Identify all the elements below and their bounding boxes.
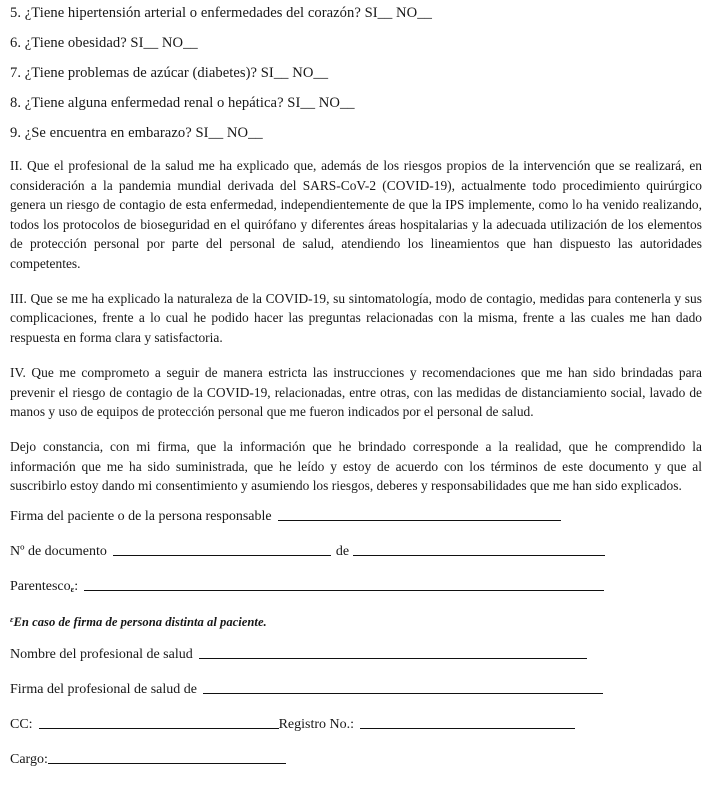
patient-signature-label: Firma del paciente o de la persona responsable — [10, 508, 272, 524]
field-row-patient-signature — [10, 510, 704, 524]
health-questions-section — [0, 0, 714, 141]
question-item-5: 5. ¿Tiene hipertensión arterial o enfermedades del corazón? SI__ NO__ — [10, 5, 432, 21]
closing-statement: Dejo constancia, con mi firma, que la información que he brindado corresponde a la realidad, que he comprendido la información que me ha sido suministrada, que he leído y estoy de acuerdo con los términos de este documento y que al suscribirlo estoy dando mi consentimiento y asumiendo los riesgos, deberes y responsabilidades que me han sido explicados. — [10, 439, 702, 494]
clause-iv: IV. Que me comprometo a seguir de manera estricta las instrucciones y recomendaciones que me han sido brindadas para prevenir el riesgo de contagio de la COVID-19, relacionadas, entre otras, con las medidas de distanciamiento social, lavado de manos y uso de equipos de protección personal que me fueron indicados por el personal de salud. — [10, 365, 702, 419]
professional-signature-label: Firma del profesional de salud de — [10, 681, 198, 697]
field-row-document-number — [10, 545, 704, 559]
professional-name-label: Nombre del profesional de salud — [10, 646, 193, 662]
clause-ii: II. Que el profesional de la salud me ha explicado que, además de los riesgos propios de la intervención que se realizará, en consideración a la pandemia mundial derivada del SARS-CoV-2 (COVID-19), actualmente todo procedimiento quirúrgico genera un riesgo de contagio de esta enfermedad, independientemente de que la IPS implemente, como lo ha venido realizando, todos los protocolos de bioseguridad en el quirófano y diferentes áreas hospitalarias y la adecuada utilización de los elementos de protección personal por parte del personal de salud, atendiendo los lineamientos que han dispuesto las autoridades competentes. — [10, 158, 702, 271]
field-row-professional-name — [10, 648, 704, 662]
registry-input-line[interactable] — [360, 728, 575, 729]
field-row-relationship — [10, 580, 704, 594]
consent-clauses-section — [0, 156, 714, 495]
question-item-6: 6. ¿Tiene obesidad? SI__ NO__ — [10, 35, 198, 52]
professional-signature-input-line[interactable] — [203, 693, 603, 694]
question-item-9: 9. ¿Se encuentra en embarazo? SI__ NO__ — [10, 125, 263, 142]
document-number-input-line[interactable] — [113, 555, 331, 556]
relationship-colon: : — [74, 578, 79, 594]
signature-form-section — [0, 510, 714, 767]
field-row-role — [10, 753, 704, 767]
role-input-line[interactable] — [48, 763, 286, 764]
relationship-input-line[interactable] — [84, 590, 604, 591]
role-label: Cargo: — [10, 751, 48, 767]
footnote-text: En caso de firma de persona distinta al paciente. — [13, 614, 267, 629]
cc-input-line[interactable] — [39, 728, 279, 729]
professional-name-input-line[interactable] — [199, 658, 587, 659]
relationship-footnote — [10, 615, 704, 628]
document-issue-place-input-line[interactable] — [353, 555, 605, 556]
field-row-cc-registry — [10, 718, 704, 732]
document-number-label: Nº de documento — [10, 543, 107, 559]
patient-signature-input-line[interactable] — [278, 520, 561, 521]
cc-label: CC: — [10, 716, 33, 732]
field-row-professional-signature — [10, 683, 704, 697]
clause-iii: III. Que se me ha explicado la naturaleza de la COVID-19, su sintomatología, modo de contagio, medidas para contenerla y sus complicaciones, frente a lo cual he podido hacer las preguntas relacionadas con la misma, frente a las cuales me han dado respuesta en forma clara y satisfactoria. — [10, 290, 702, 345]
registry-label: Registro No.: — [278, 716, 355, 732]
question-item-8: 8. ¿Tiene alguna enfermedad renal o hepática? SI__ NO__ — [10, 95, 355, 112]
relationship-footnote-marker: ε — [70, 584, 75, 595]
relationship-label: Parentesco — [10, 578, 71, 594]
footnote-marker: ε — [10, 613, 14, 624]
question-item-7: 7. ¿Tiene problemas de azúcar (diabetes)? SI__ NO__ — [10, 65, 329, 82]
document-number-connector: de — [335, 543, 350, 559]
